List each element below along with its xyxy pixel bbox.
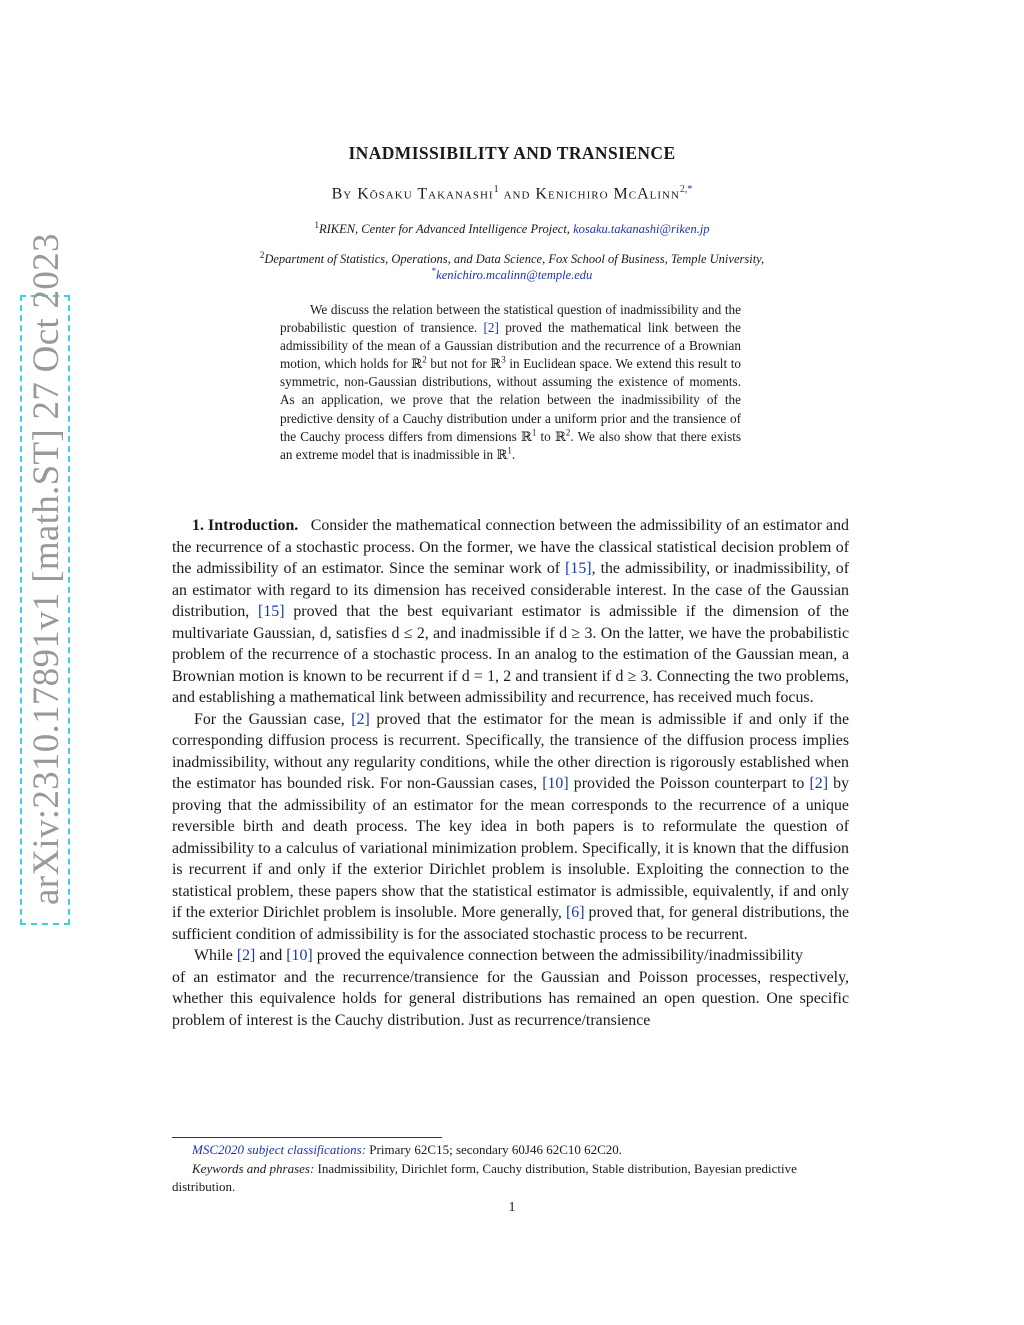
intro-paragraph-3-cont <box>172 967 849 1032</box>
corresponding-star: * <box>431 266 437 276</box>
by-label: By <box>331 185 353 203</box>
affiliation-1-text: RIKEN, Center for Advanced Intelligence Project, <box>318 222 574 237</box>
citation-link[interactable]: [15] <box>565 560 592 577</box>
arxiv-identifier[interactable]: arXiv:2310.17891v1 [math.ST] 27 Oct 2023 <box>26 233 67 905</box>
superscript: 2 <box>422 354 427 365</box>
keywords-footnote <box>172 1160 849 1197</box>
body-text: proved the equivalence connection between the admissibility/inadmissibility <box>312 947 804 964</box>
citation-link[interactable]: [10] <box>542 775 569 792</box>
superscript: 3 <box>501 354 506 365</box>
citation-link[interactable]: [2] <box>809 775 828 792</box>
page-number: 1 <box>508 1200 516 1215</box>
email-link-2[interactable]: kenichiro.mcalinn@temple.edu <box>436 268 593 283</box>
abstract <box>280 301 741 464</box>
abstract-text: to ℝ <box>536 428 566 444</box>
body-text: proved that, for general distributions, the sufficient condition of admissibility is for the associated stochastic process to be recurrent. <box>172 904 849 943</box>
affiliation-2 <box>0 250 1024 267</box>
author-2: Kenichiro McAlinn <box>535 185 680 203</box>
msc-footnote <box>172 1141 849 1160</box>
citation-link[interactable]: [2] <box>236 947 256 964</box>
keywords-text: Inadmissibility, Dirichlet form, Cauchy distribution, Stable distribution, Bayesian predictive distribution. <box>172 1160 797 1194</box>
section-heading: 1. Introduction. <box>192 517 299 534</box>
citation-link[interactable]: [2] <box>483 320 499 336</box>
body-text: For the Gaussian case, <box>194 710 352 728</box>
body-text: provided the Poisson counterpart to <box>568 775 810 792</box>
author-1: Kōsaku Takanashi <box>357 185 494 203</box>
msc-text: Primary 62C15; secondary 60J46 62C10 62C20. <box>366 1142 623 1157</box>
overflow-line <box>172 945 882 967</box>
footnote-divider <box>172 1137 442 1138</box>
superscript: 2 <box>565 427 571 438</box>
citation-link[interactable]: [2] <box>351 710 370 728</box>
author-2-sup[interactable]: 2,* <box>679 184 693 195</box>
citation-link[interactable]: [10] <box>286 947 313 964</box>
msc-label[interactable]: MSC2020 subject classifications: <box>192 1142 367 1157</box>
abstract-text: . <box>511 446 516 462</box>
affiliation-2-text: Department of Statistics, Operations, and Data Science, Fox School of Business, Temple University, <box>264 252 765 267</box>
body-text: , the admissibility, or inadmissibility, of an estimator with regard to its dimension has received considerable interest. In the case of the Gaussian distribution, <box>172 560 849 620</box>
body-text: and <box>255 947 287 964</box>
abstract-text: in Euclidean space. We extend this result to symmetric, non-Gaussian distributions, without assuming the existence of moments. As an application, we prove that the relation between the inadmissibility of the predictive density of a Cauchy distribution under a uniform prior and the transience of the Cauchy process differs from dimensions ℝ <box>280 356 741 444</box>
body-text: While <box>194 947 237 964</box>
superscript: 1 <box>507 445 512 456</box>
introduction-section <box>172 515 849 1031</box>
affiliation-1-sup: 1 <box>314 220 319 230</box>
intro-paragraph-3 <box>172 945 849 967</box>
paper-title: INADMISSIBILITY AND TRANSIENCE <box>348 143 676 163</box>
body-text: of an estimator and the recurrence/transience for the Gaussian and Poisson processes, respectively, whether this equivalence holds for general distributions has remained an open question. One specific problem of interest is the Cauchy distribution. Just as recurrence/transience <box>172 968 849 1029</box>
and-label: and <box>503 185 531 203</box>
abstract-text: proved the mathematical link between the admissibility of the mean of a Gaussian distribution and the recurrence of a Brownian motion, which holds for ℝ <box>280 320 741 372</box>
body-text: by proving that the admissibility of an estimator for the mean corresponds to the recurrence of a unique reversible birth and death process. The key idea in both papers is to reformulate the question of admissibility to a calculus of variational minimization problem. Specifically, it is known that the diffusion is recurrent if and only if the exterior Dirichlet problem is insoluble. Exploiting the connection to the statistical problem, these papers show that the statistical estimator is admissible, equivalently, if and only if the exterior Dirichlet problem is insoluble. More generally, <box>172 775 850 921</box>
affiliation-1 <box>0 220 1024 237</box>
affiliation-2-sup: 2 <box>259 250 265 260</box>
author-1-sup: 1 <box>493 184 499 195</box>
keywords-label: Keywords and phrases: <box>192 1160 315 1176</box>
body-text: proved that the best equivariant estimator is admissible if the dimension of the multivariate Gaussian, d, satisfies d ≤ 2, and inadmissible if d ≥ 3. On the latter, we have the probabilistic problem of the recurrence of a stochastic process. In an analog to the estimation of the Gaussian mean, a Brownian motion is known to be recurrent if d = 1, 2 and transient if d ≥ 3. Connecting the two problems, and establishing a mathematical link between admissibility and recurrence, has received much focus. <box>172 603 849 706</box>
superscript: 1 <box>531 427 537 438</box>
intro-paragraph-1 <box>172 515 849 709</box>
affiliation-2-email-line <box>0 266 1024 283</box>
intro-paragraph-2 <box>172 709 849 946</box>
body-text: proved that the estimator for the mean is admissible if and only if the corresponding diffusion process is recurrent. Specifically, the transience of the diffusion process implies inadmissibility, without any regularity conditions, while the other direction is rigorously established when the estimator has bounded risk. For non-Gaussian cases, <box>172 710 850 792</box>
abstract-text: . We also show that there exists an extreme model that is inadmissible in ℝ <box>280 428 742 462</box>
citation-link[interactable]: [6] <box>565 904 585 921</box>
footnotes <box>172 1141 849 1197</box>
citation-link[interactable]: [15] <box>258 603 285 620</box>
body-text: Consider the mathematical connection between the admissibility of an estimator and the recurrence of a stochastic process. On the former, we have the classical statistical decision problem of the admissibility of an estimator. Since the seminar work of <box>172 517 850 577</box>
email-link-1[interactable]: kosaku.takanashi@riken.jp <box>573 222 710 237</box>
abstract-text: We discuss the relation between the statistical question of inadmissibility and the probabilistic question of transience. <box>280 302 741 336</box>
abstract-text: but not for ℝ <box>426 356 502 372</box>
author-line <box>0 184 1024 203</box>
